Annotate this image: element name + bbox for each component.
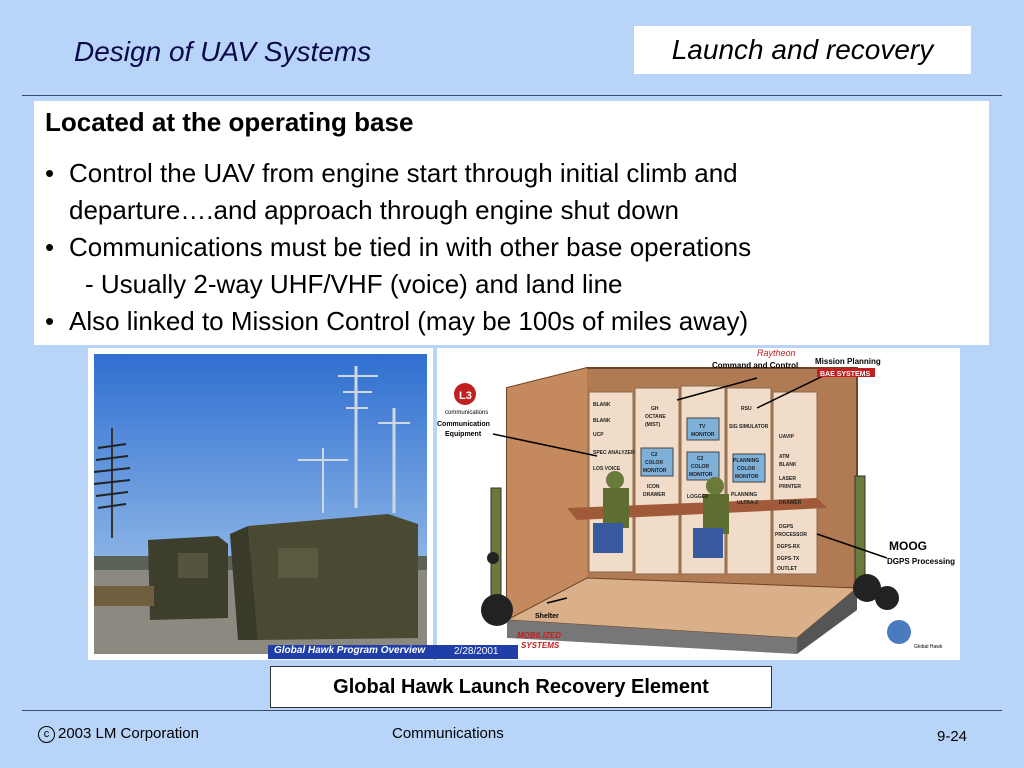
content-heading: Located at the operating base (45, 107, 414, 137)
page-number: 9-24 (937, 728, 968, 745)
rack-label: ULTRA-2 (737, 500, 759, 506)
global-hawk-logo-icon (887, 620, 911, 644)
global-hawk-logo-label: Global Hawk (914, 644, 943, 650)
rack-label: SIG SIMULATOR (729, 424, 769, 430)
rack-label: PROCESSOR (775, 532, 807, 538)
shelter-cutaway-diagram (437, 348, 960, 660)
bae-label: BAE SYSTEMS (820, 371, 871, 378)
rack-label: DRAWER (779, 500, 802, 506)
comm-equipment-label-1: Communication (437, 421, 490, 428)
bullet-text: Control the UAV from engine start through initial climb and (69, 158, 738, 188)
bullet-marker: • (45, 232, 55, 262)
footer-copyright (38, 725, 199, 743)
shelter-label: Shelter (535, 613, 559, 620)
rack-label: MONITOR (735, 474, 759, 480)
rack-label: UCP (593, 432, 604, 438)
rack-label: TV (699, 424, 706, 430)
l3-logo-text: L3 (459, 390, 472, 402)
field-shelter-photo (88, 348, 433, 660)
raytheon-label: Raytheon (757, 348, 796, 358)
course-title: Design of UAV Systems (74, 36, 372, 67)
bullet-text: departure….and approach through engine shut down (69, 195, 679, 225)
rack-label: MONITOR (689, 472, 713, 478)
comm-equipment-label-2: Equipment (445, 431, 482, 438)
bullet-marker: • (45, 306, 55, 336)
bullet-text: Communications must be tied in with other base operations (69, 232, 752, 262)
program-banner (268, 645, 518, 659)
rack-label: DGPS-RX (777, 544, 800, 550)
rack-label: BLANK (779, 462, 797, 468)
rack-label: DRAWER (643, 492, 666, 498)
rack-label: PLANNING (731, 492, 758, 498)
rack-label: COLOR (645, 460, 664, 466)
banner-title: Global Hawk Program Overview (274, 645, 426, 656)
rack-label: GH (651, 406, 659, 412)
rack-label: DGPS (779, 524, 794, 530)
moog-label: MOOG (889, 539, 927, 553)
rack-label: LOS VOICE (593, 466, 621, 472)
rack-label: MONITOR (643, 468, 667, 474)
bullet-text: Also linked to Mission Control (may be 100s of miles away) (69, 306, 749, 336)
rack-label: UAVIP (779, 434, 794, 440)
rack-label: SPEC ANALYZER (593, 450, 635, 456)
bullet-marker: • (45, 158, 55, 188)
rack-label: PLANNING (733, 458, 760, 464)
l3-sub-label: communications (445, 410, 489, 416)
rack-label: COLOR (737, 466, 756, 472)
footer-section: Communications (392, 725, 504, 742)
mobilized-label-1: MOBILIZED (517, 631, 561, 640)
dgps-label: DGPS Processing (887, 557, 956, 566)
section-title: Launch and recovery (634, 26, 971, 74)
mobilized-label-2: SYSTEMS (521, 641, 560, 650)
rack-label: OUTLET (777, 566, 797, 572)
banner-date: 2/28/2001 (454, 646, 499, 657)
rack-label: LASER (779, 476, 796, 482)
bullet-text: - Usually 2-way UHF/VHF (voice) and land line (85, 269, 623, 299)
rack-label: COLOR (691, 464, 710, 470)
rack-label: MONITOR (691, 432, 715, 438)
figure-caption: Global Hawk Launch Recovery Element (270, 666, 772, 708)
rack-label: C2 (697, 456, 704, 462)
rack-label: RSU (741, 406, 752, 412)
rack-label: (MIST) (645, 422, 661, 428)
rack-label: PRINTER (779, 484, 801, 490)
copyright-text: 2003 LM Corporation (58, 725, 199, 742)
rack-label: ATM (779, 454, 790, 460)
rack-label: DGPS-TX (777, 556, 800, 562)
rack-label: ICON (647, 484, 660, 490)
copyright-icon: c (38, 726, 55, 743)
footer-rule (22, 710, 1002, 711)
rack-label: C2 (651, 452, 658, 458)
rack-label: OCTANE (645, 414, 666, 420)
mission-planning-label: Mission Planning (815, 357, 881, 366)
rack-label: BLANK (593, 402, 611, 408)
command-control-label: Command and Control (712, 361, 799, 370)
rack-label: LOGGER (687, 494, 709, 500)
header-rule (22, 95, 1002, 96)
rack-label: BLANK (593, 418, 611, 424)
